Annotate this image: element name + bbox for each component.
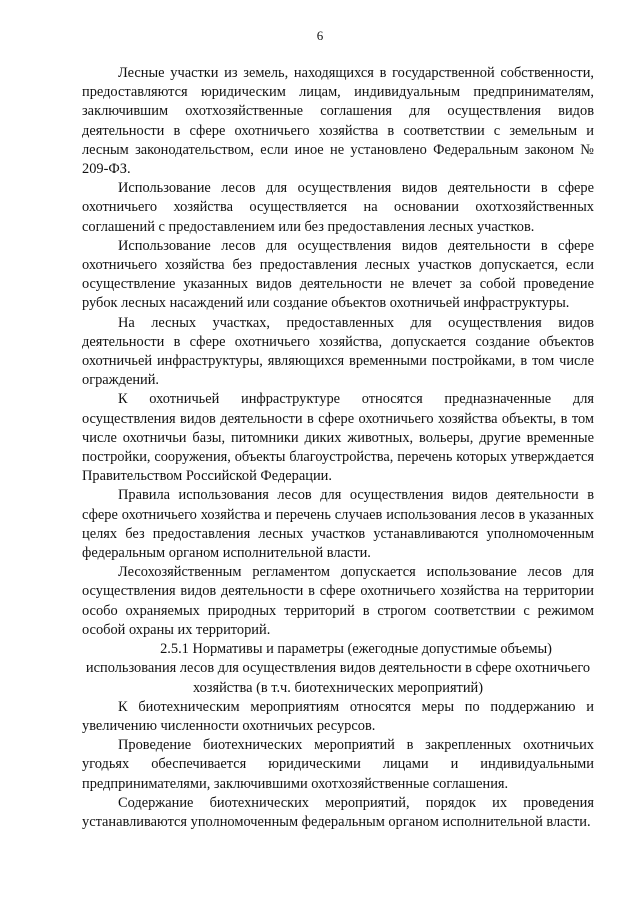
paragraph: На лесных участках, предоставленных для осуществления видов деятельности в сфере охотничьего хозяйства, допускается создание объектов охотничьей инфраструктуры, являющихся временными постройками, в том числе ограждений. <box>82 314 594 389</box>
paragraph: Лесные участки из земель, находящихся в государственной собственности, предоставляются юридическим лицам, индивидуальным предпринимателям, заключившим охотхозяйственные соглашения для осуществления видов деятельности в сфере охотничьего хозяйства в соответствии с земельным и лесным законодательством, если иное не установлено Федеральным законом № 209-ФЗ. <box>82 65 594 178</box>
paragraph: Правила использования лесов для осуществления видов деятельности в сфере охотничьего хозяйства и перечень случаев использования лесов в указанных целях без предоставления лесных участков устанавливаются уполномоченным федеральным органом исполнительной власти. <box>82 487 594 562</box>
paragraph: Использование лесов для осуществления видов деятельности в сфере охотничьего хозяйства осуществляется на основании охотхозяйственных соглашений с предоставлением или без предоставления лесных участков. <box>82 180 594 235</box>
paragraph: К охотничьей инфраструктуре относятся предназначенные для осуществления видов деятельности в сфере охотничьего хозяйства объекты, в том числе охотничьи базы, питомники диких животных, вольеры, другие временные постройки, сооружения, объекты благоустройства, перечень которых утверждается Правительством Российской Федерации. <box>82 391 594 485</box>
page-number: 6 <box>316 28 324 43</box>
paragraph: Проведение биотехнических мероприятий в закрепленных охотничьих угодьях обеспечивается юридическими лицами и индивидуальными предпринимателями, заключившими охотхозяйственные соглашения. <box>82 737 594 792</box>
paragraph: Использование лесов для осуществления видов деятельности в сфере охотничьего хозяйства без предоставления лесных участков допускается, если осуществление указанных видов деятельности не влечет за собой проведение рубок лесных насаждений или создание объектов охотничьей инфраструктуры. <box>82 237 594 312</box>
paragraph: К биотехническим мероприятиям относятся меры по поддержанию и увеличению численности охотничьих ресурсов. <box>82 698 594 734</box>
paragraph: Лесохозяйственным регламентом допускается использование лесов для осуществления видов деятельности в сфере охотничьего хозяйства на территории особо охраняемых природных территорий в строгом соответствии с режимом особой охраны их территорий. <box>82 564 594 638</box>
section-heading: 2.5.1 Нормативы и параметры (ежегодные допустимые объемы) использования лесов для осуществления видов деятельности в сфере охотничьего хозяйства (в т.ч. биотехнических мероприятий) <box>85 641 591 696</box>
paragraph: Содержание биотехнических мероприятий, порядок их проведения устанавливаются уполномоченным федеральным органом исполнительной власти. <box>82 794 594 830</box>
document-body <box>82 64 594 832</box>
